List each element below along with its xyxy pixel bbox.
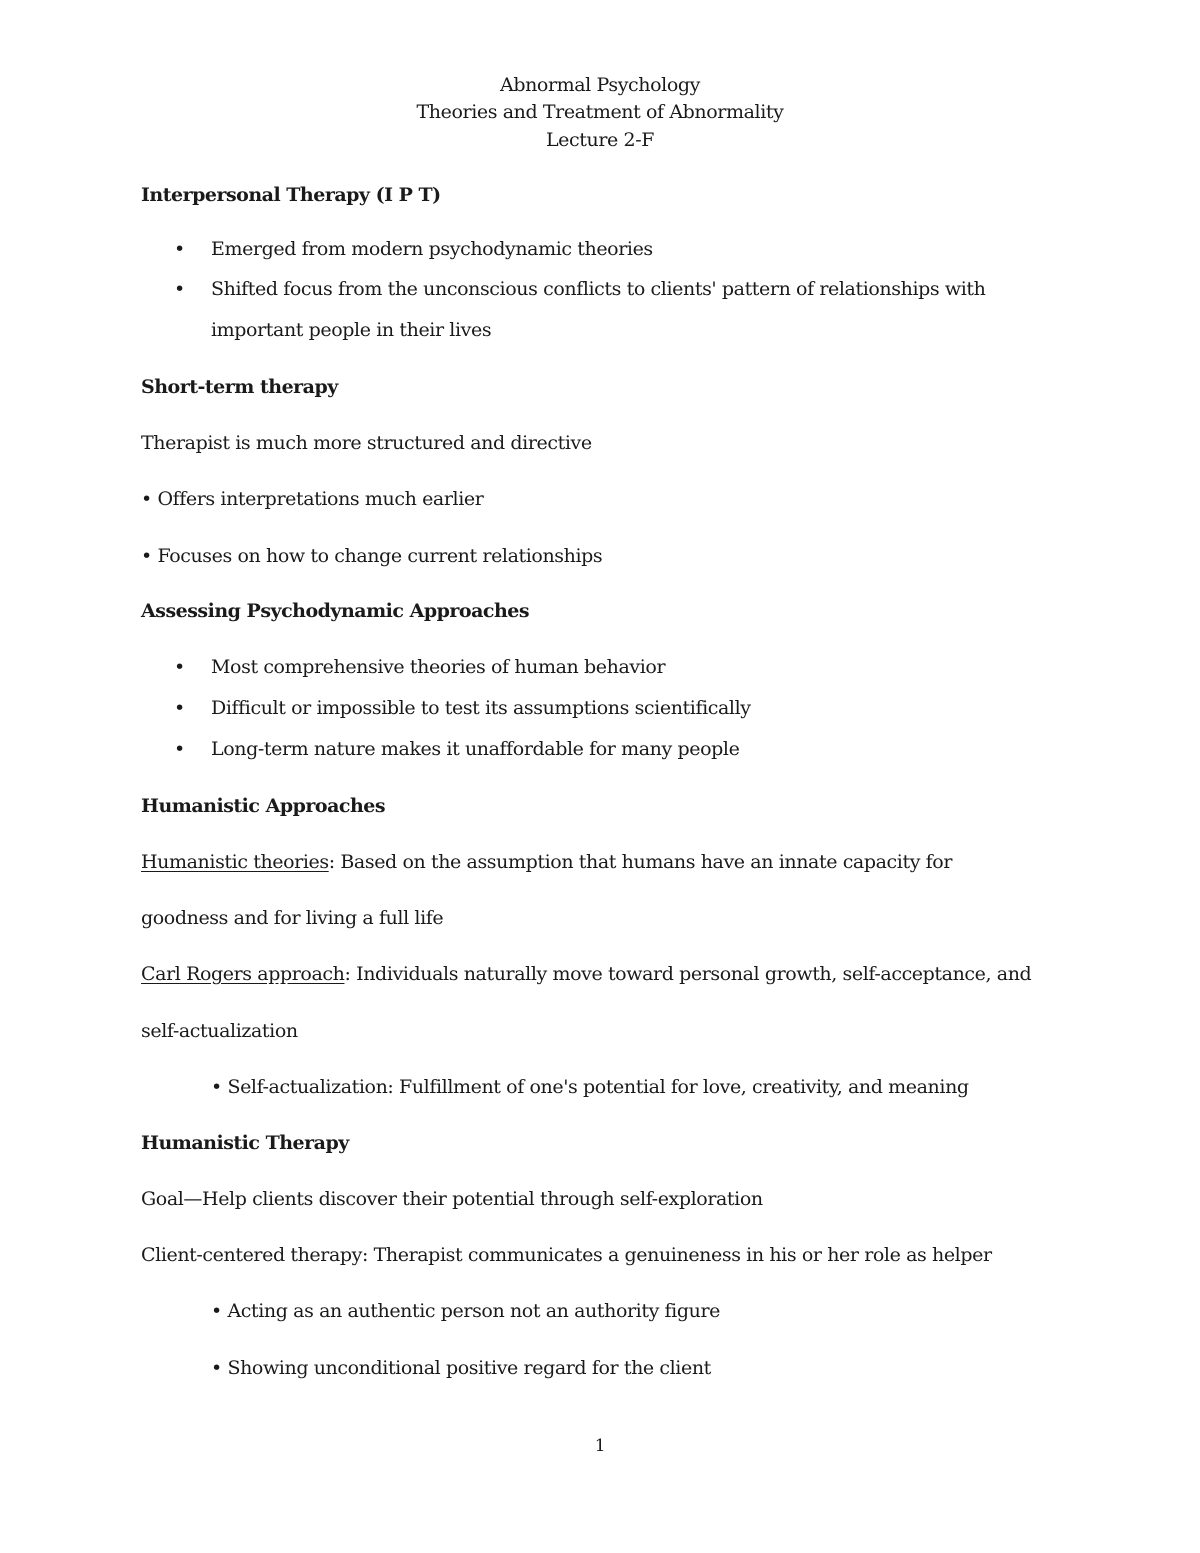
humanistic-therapy-point-1: • Acting as an authentic person not an authority figure [211, 1300, 720, 1322]
assessing-bullet-1: Most comprehensive theories of human behavior [211, 656, 666, 678]
humanistic-theories-term: Humanistic theories [141, 851, 329, 873]
section-heading-ipt: Interpersonal Therapy (I P T) [141, 184, 441, 206]
self-actualization-point: • Self-actualization: Fulfillment of one's potential for love, creativity, and meaning [211, 1076, 969, 1098]
section-heading-humanistic-therapy: Humanistic Therapy [141, 1132, 349, 1154]
bullet-marker: • [174, 738, 186, 760]
short-term-intro: Therapist is much more structured and directive [141, 432, 592, 454]
course-title: Abnormal Psychology [500, 74, 700, 96]
ipt-bullet-2: Shifted focus from the unconscious conflicts to clients' pattern of relationships with [211, 278, 986, 300]
short-term-point-1: • Offers interpretations much earlier [141, 488, 484, 510]
assessing-bullet-3: Long-term nature makes it unaffordable for many people [211, 738, 740, 760]
ipt-bullet-2-continued: important people in their lives [211, 319, 492, 341]
lecture-label: Lecture 2-F [545, 129, 655, 151]
carl-rogers-definition: : Individuals naturally move toward personal growth, self-acceptance, and [344, 963, 1032, 985]
humanistic-therapy-point-2: • Showing unconditional positive regard for the client [211, 1357, 711, 1379]
bullet-marker: • [174, 238, 186, 260]
carl-rogers-continued: self-actualization [141, 1020, 298, 1042]
section-heading-short-term: Short-term therapy [141, 376, 338, 398]
humanistic-theories-continued: goodness and for living a full life [141, 907, 444, 929]
humanistic-theories-paragraph [141, 850, 952, 874]
carl-rogers-paragraph [141, 962, 1031, 986]
humanistic-therapy-goal: Goal—Help clients discover their potential through self-exploration [141, 1188, 763, 1210]
section-heading-humanistic: Humanistic Approaches [141, 795, 386, 817]
assessing-bullet-2: Difficult or impossible to test its assumptions scientifically [211, 697, 751, 719]
section-heading-assessing: Assessing Psychodynamic Approaches [141, 600, 530, 622]
document-subtitle: Theories and Treatment of Abnormality [416, 101, 784, 123]
humanistic-theories-definition: : Based on the assumption that humans have an innate capacity for [328, 851, 953, 873]
bullet-marker: • [174, 656, 186, 678]
carl-rogers-term: Carl Rogers approach [141, 963, 345, 985]
page-number: 1 [594, 1436, 606, 1456]
ipt-bullet-1: Emerged from modern psychodynamic theories [211, 238, 653, 260]
short-term-point-2: • Focuses on how to change current relationships [141, 545, 603, 567]
bullet-marker: • [174, 697, 186, 719]
bullet-marker: • [174, 278, 186, 300]
client-centered-therapy: Client-centered therapy: Therapist communicates a genuineness in his or her role as helper [141, 1244, 992, 1266]
